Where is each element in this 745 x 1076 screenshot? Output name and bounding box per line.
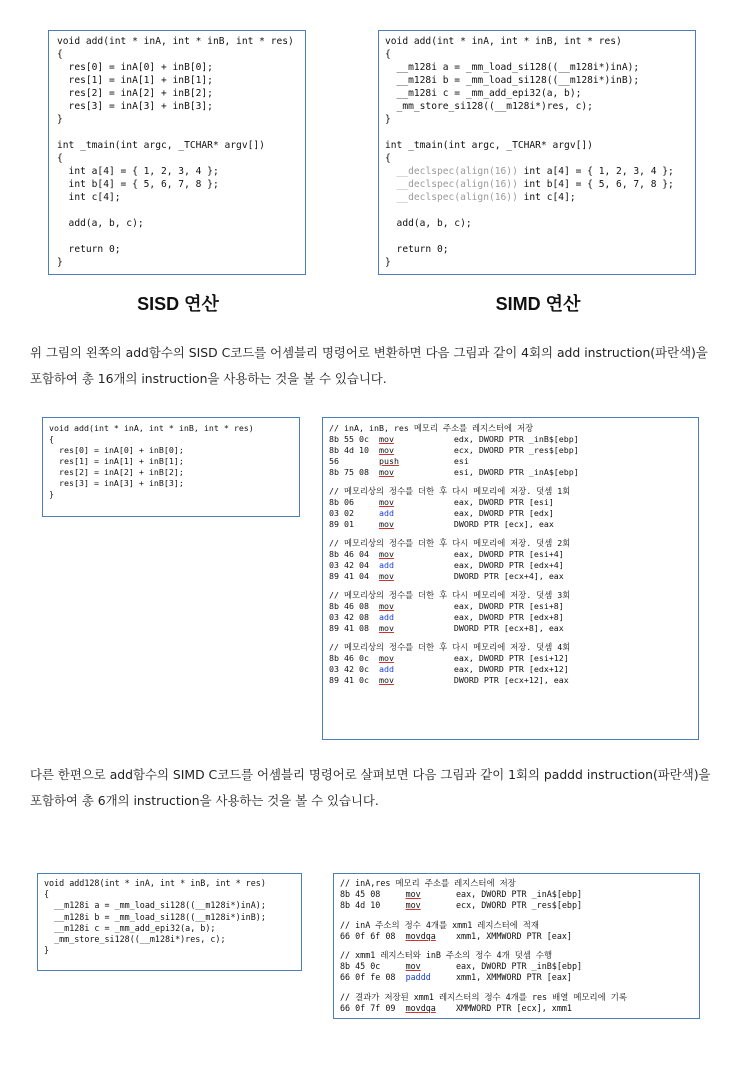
sisd-caption: SISD 연산 <box>137 294 219 314</box>
asm-pad <box>394 601 454 611</box>
asm-block <box>329 590 692 634</box>
simd-code-head: void add(int * inA, int * inB, int * res) { __m128i a = _mm_load_si128((__m128i*)inA); __m128i b = _mm_load_si128((__m128i*)inB); __m128i c = _mm_add_epi32(a, b); _mm_store_si128((__m128i*)res, c); } int _tmain(int argc, _TCHAR* argv[]) { <box>385 36 640 164</box>
asm-comment: // inA,res 메모리 주소를 레지스터에 저장 <box>340 878 516 888</box>
asm-line <box>329 456 692 467</box>
asm-bytes: 89 41 0c <box>329 675 379 685</box>
asm-block <box>329 642 692 686</box>
simd-decl-prefix: __declspec(align(16)) <box>396 192 518 203</box>
asm-line <box>329 508 692 519</box>
asm-line <box>329 497 692 508</box>
simd-decl-line <box>385 179 674 190</box>
middle-code: void add(int * inA, int * inB, int * res) { res[0] = inA[0] + inB[0]; res[1] = inA[1] + inB[1]; res[2] = inA[2] + inB[2]; res[3] = inA[3] + inB[3]; } <box>49 423 254 499</box>
asm-line <box>340 1003 693 1014</box>
simd-decl-line <box>385 192 576 203</box>
asm-pad <box>394 623 454 633</box>
asm-bytes: 8b 46 04 <box>329 549 379 559</box>
asm-opcode: mov <box>378 519 394 529</box>
asm-pad <box>394 560 454 570</box>
asm-bytes: 8b 06 <box>329 497 379 507</box>
asm-opcode: mov <box>405 961 421 972</box>
asm-pad <box>436 1003 456 1013</box>
middle-code-box <box>42 417 300 517</box>
asm-opcode: add <box>378 560 394 570</box>
asm-opcode: add <box>378 664 394 674</box>
asm-pad <box>394 508 454 518</box>
asm-line <box>329 445 692 456</box>
bottom-code-box <box>37 873 302 971</box>
asm-bytes: 03 42 08 <box>329 612 379 622</box>
asm-bytes: 89 41 04 <box>329 571 379 581</box>
simd-decl: int a[4] = { 1, 2, 3, 4 }; <box>517 166 674 177</box>
asm-args: eax, DWORD PTR [esi+4] <box>453 549 564 559</box>
asm-pad <box>431 972 456 982</box>
asm-line <box>329 664 692 675</box>
asm-bytes: 8b 75 08 <box>329 467 379 477</box>
simd-decl: int b[4] = { 5, 6, 7, 8 }; <box>517 179 674 190</box>
asm-args: eax, DWORD PTR [esi+12] <box>453 653 569 663</box>
asm-pad <box>394 434 454 444</box>
asm-line <box>329 571 692 582</box>
asm-comment: // 메모리상의 정수를 더한 후 다시 메모리에 저장. 덧셈 4회 <box>329 642 571 652</box>
asm-line <box>340 972 693 983</box>
asm-bytes: 8b 55 0c <box>329 434 379 444</box>
asm-args: esi <box>453 456 469 466</box>
asm-opcode: mov <box>405 889 421 900</box>
asm-opcode: mov <box>378 623 394 633</box>
asm-args: eax, DWORD PTR [edx] <box>453 508 554 518</box>
asm-args: eax, DWORD PTR _inA$[ebp] <box>456 889 583 900</box>
asm-opcode: push <box>378 456 399 466</box>
asm-opcode: mov <box>378 675 394 685</box>
asm-opcode: add <box>378 508 394 518</box>
asm-block <box>340 950 693 984</box>
asm-bytes: 8b 45 08 <box>340 889 406 900</box>
bottom-asm-box <box>333 873 700 1019</box>
simd-code-tail: add(a, b, c); return 0; } <box>385 218 472 268</box>
asm-args: eax, DWORD PTR [esi] <box>453 497 554 507</box>
asm-bytes: 8b 45 0c <box>340 961 406 972</box>
asm-args: edx, DWORD PTR _inB$[ebp] <box>453 434 579 444</box>
asm-line <box>329 560 692 571</box>
asm-pad <box>394 445 454 455</box>
asm-pad <box>394 519 454 529</box>
asm-bytes: 66 0f 7f 09 <box>340 1002 406 1013</box>
sisd-code-box <box>48 30 306 275</box>
asm-comment: // 메모리상의 정수를 더한 후 다시 메모리에 저장. 덧셈 2회 <box>329 538 571 548</box>
asm-line <box>329 675 692 686</box>
asm-args: DWORD PTR [ecx], eax <box>453 519 554 529</box>
middle-asm-box <box>322 417 699 740</box>
asm-bytes: 89 01 <box>329 519 379 529</box>
asm-pad <box>436 931 456 941</box>
asm-pad <box>394 653 454 663</box>
asm-args: esi, DWORD PTR _inA$[ebp] <box>453 467 579 477</box>
simd-code <box>379 31 695 273</box>
simd-code-box <box>378 30 696 275</box>
asm-pad <box>394 664 454 674</box>
asm-bytes: 8b 46 08 <box>329 601 379 611</box>
simd-decl-line <box>385 166 674 177</box>
asm-block <box>329 423 692 478</box>
asm-args: DWORD PTR [ecx+12], eax <box>453 675 569 685</box>
asm-line <box>340 931 693 942</box>
asm-block <box>340 992 693 1014</box>
asm-pad <box>394 497 454 507</box>
asm-bytes: 66 0f fe 08 <box>340 972 406 983</box>
asm-opcode: mov <box>378 467 394 477</box>
asm-bytes: 8b 4d 10 <box>329 445 379 455</box>
asm-line <box>329 519 692 530</box>
asm-opcode: mov <box>378 497 394 507</box>
asm-args: DWORD PTR [ecx+4], eax <box>453 571 564 581</box>
bottom-code: void add128(int * inA, int * inB, int * res) { __m128i a = _mm_load_si128((__m128i*)inA); __m128i b = _mm_load_si128((__m128i*)inB); __m128i c = _mm_add_epi32(a, b); _mm_store_si128((__m128i*)res, c); } <box>44 878 266 956</box>
asm-args: eax, DWORD PTR [esi+8] <box>453 601 564 611</box>
asm-bytes: 03 42 0c <box>329 664 379 674</box>
asm-comment: // xmm1 레지스터와 inB 주소의 정수 4개 덧셈 수행 <box>340 950 553 961</box>
simd-decl: int c[4]; <box>517 192 576 203</box>
asm-args: DWORD PTR [ecx+8], eax <box>453 623 564 633</box>
asm-comment: // 메모리상의 정수를 더한 후 다시 메모리에 저장. 덧셈 1회 <box>329 486 571 496</box>
asm-args: XMMWORD PTR [ecx], xmm1 <box>456 1002 572 1013</box>
simd-decl-prefix: __declspec(align(16)) <box>396 179 518 190</box>
asm-comment: // 메모리상의 정수를 더한 후 다시 메모리에 저장. 덧셈 3회 <box>329 590 571 600</box>
asm-args: ecx, DWORD PTR _res$[ebp] <box>453 445 579 455</box>
asm-bytes: 56 <box>329 456 379 466</box>
asm-comment: // inA 주소의 정수 4개를 xmm1 레지스터에 적재 <box>340 919 539 930</box>
asm-line <box>329 434 692 445</box>
asm-opcode: movdqa <box>405 930 436 941</box>
asm-args: eax, DWORD PTR _inB$[ebp] <box>456 961 583 972</box>
asm-pad <box>394 467 454 477</box>
asm-args: xmm1, XMMWORD PTR [eax] <box>456 930 572 941</box>
bottom-asm <box>334 874 699 1019</box>
asm-line <box>329 549 692 560</box>
asm-line <box>340 961 693 972</box>
asm-pad <box>394 612 454 622</box>
asm-pad <box>421 961 456 971</box>
asm-pad <box>394 549 454 559</box>
asm-line <box>329 653 692 664</box>
asm-args: eax, DWORD PTR [edx+4] <box>453 560 564 570</box>
asm-pad <box>421 889 456 899</box>
asm-bytes: 89 41 08 <box>329 623 379 633</box>
asm-pad <box>394 571 454 581</box>
asm-bytes: 66 0f 6f 08 <box>340 930 406 941</box>
asm-opcode: mov <box>405 900 421 911</box>
asm-line <box>329 612 692 623</box>
asm-bytes: 8b 4d 10 <box>340 900 406 911</box>
asm-comment: // 결과가 저장된 xmm1 레지스터의 정수 4개를 res 배열 메모리에 기록 <box>340 991 627 1002</box>
asm-opcode: movdqa <box>405 1002 436 1013</box>
asm-opcode: mov <box>378 549 394 559</box>
asm-bytes: 8b 46 0c <box>329 653 379 663</box>
asm-opcode: mov <box>378 571 394 581</box>
paragraph-1: 위 그림의 왼쪽의 add함수의 SISD C코드를 어셈블리 명령어로 변환하면 다음 그림과 같이 4회의 add instruction(파란색)을 포함하여 총 16개의 instruction을 사용하는 것을 볼 수 있습니다. <box>30 345 708 386</box>
asm-pad <box>394 675 454 685</box>
asm-block <box>329 486 692 530</box>
asm-pad <box>399 456 454 466</box>
asm-args: eax, DWORD PTR [edx+12] <box>453 664 569 674</box>
asm-opcode: mov <box>378 445 394 455</box>
asm-bytes: 03 02 <box>329 508 379 518</box>
asm-block <box>340 878 693 912</box>
simd-caption: SIMD 연산 <box>495 294 581 314</box>
asm-pad <box>421 900 456 910</box>
asm-opcode: paddd <box>405 972 431 983</box>
asm-bytes: 03 42 04 <box>329 560 379 570</box>
asm-line <box>329 467 692 478</box>
asm-line <box>340 900 693 911</box>
asm-block <box>329 538 692 582</box>
asm-args: xmm1, XMMWORD PTR [eax] <box>456 972 572 983</box>
asm-opcode: mov <box>378 653 394 663</box>
asm-line <box>329 601 692 612</box>
asm-args: eax, DWORD PTR [edx+8] <box>453 612 564 622</box>
asm-opcode: mov <box>378 434 394 444</box>
asm-block <box>340 920 693 942</box>
middle-asm <box>323 418 698 699</box>
sisd-code: void add(int * inA, int * inB, int * res) { res[0] = inA[0] + inB[0]; res[1] = inA[1] + inB[1]; res[2] = inA[2] + inB[2]; res[3] = inA[3] + inB[3]; } int _tmain(int argc, _TCHAR* argv[]) { int a[4] = { 1, 2, 3, 4 }; int b[4] = { 5, 6, 7, 8 }; int c[4]; add(a, b, c); return 0; } <box>57 36 294 268</box>
asm-opcode: add <box>378 612 394 622</box>
asm-args: ecx, DWORD PTR _res$[ebp] <box>456 900 583 911</box>
paragraph-2: 다른 한편으로 add함수의 SIMD C코드를 어셈블리 명령어로 살펴보면 다음 그림과 같이 1회의 paddd instruction(파란색)을 포함하여 총 6개의 instruction을 사용하는 것을 볼 수 있습니다. <box>30 767 711 808</box>
asm-line <box>329 623 692 634</box>
asm-comment: // inA, inB, res 메모리 주소를 레지스터에 저장 <box>329 423 534 433</box>
simd-decl-prefix: __declspec(align(16)) <box>396 166 518 177</box>
asm-opcode: mov <box>378 601 394 611</box>
asm-line <box>340 889 693 900</box>
